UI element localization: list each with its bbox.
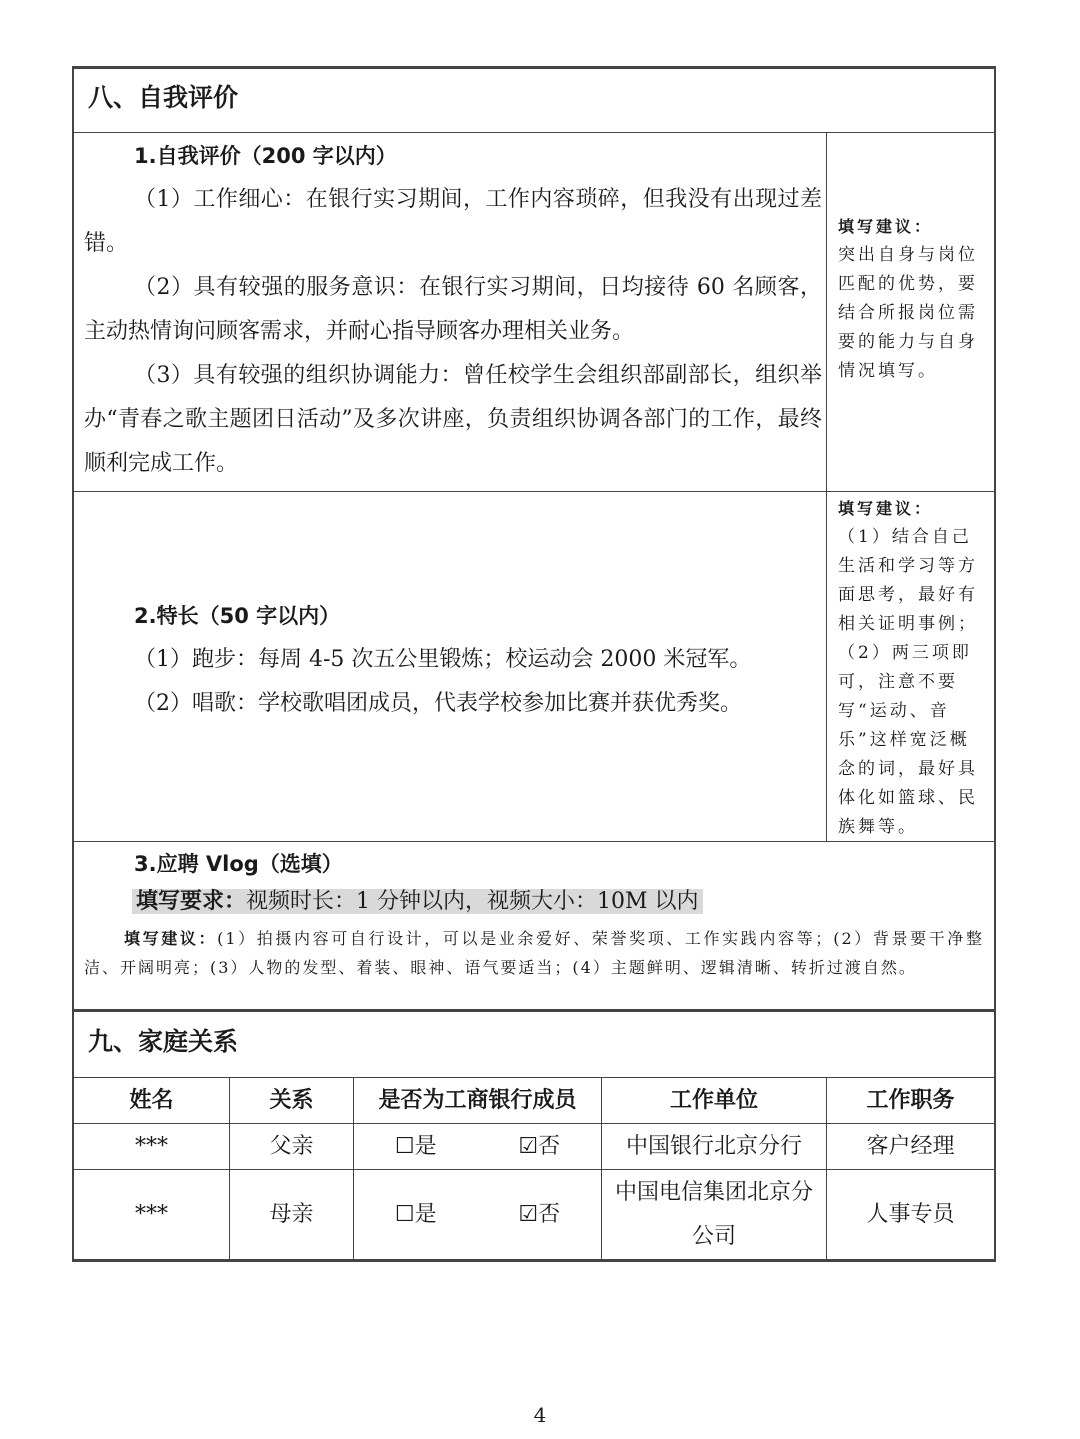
tip-label: 填写建议： xyxy=(124,929,218,948)
specialty-heading: 2.特长（50 字以内） xyxy=(134,604,341,628)
table-top-border xyxy=(72,66,996,69)
vlog-heading: 3.应聘 Vlog（选填） xyxy=(134,852,343,876)
row2-icbc-member xyxy=(354,1170,601,1259)
self-eval-content xyxy=(84,134,822,486)
specialty-item-1: （1）跑步：每周 4-5 次五公里锻炼；校运动会 2000 米冠军。 xyxy=(134,647,752,672)
row-divider xyxy=(72,491,996,492)
specialty-tip xyxy=(838,494,988,842)
tip-label: 填写建议： xyxy=(838,499,934,518)
row1-position: 客户经理 xyxy=(866,1133,955,1159)
table-right-border xyxy=(994,66,996,1262)
section-title-family: 九、家庭关系 xyxy=(88,1027,239,1056)
checkbox-yes[interactable]: ☐是 xyxy=(394,1201,437,1227)
tip-text: 突出自身与岗位匹配的优势，要结合所报岗位需要的能力与自身情况填写。 xyxy=(838,245,978,381)
self-eval-heading: 1.自我评价（200 字以内） xyxy=(134,144,397,168)
header-name: 姓名 xyxy=(129,1087,174,1113)
tip-text: (1）拍摄内容可自行设计，可以是业余爱好、荣誉奖项、工作实践内容等；(2）背景要干净整洁、开阔明亮；(3）人物的发型、着装、眼神、语气要适当；(4）主题鲜明、逻辑清晰、转折过渡自然。 xyxy=(84,929,984,977)
vlog-tip xyxy=(84,924,984,982)
self-eval-para-2: （2）具有较强的服务意识：在银行实习期间，日均接待 60 名顾客，主动热情询问顾客需求，并耐心指导顾客办理相关业务。 xyxy=(84,275,822,344)
row1-name: *** xyxy=(135,1133,168,1159)
row2-relation: 母亲 xyxy=(269,1201,314,1227)
header-employer: 工作单位 xyxy=(669,1087,758,1113)
checkbox-no[interactable]: ☑否 xyxy=(518,1201,561,1227)
row1-relation: 父亲 xyxy=(269,1133,314,1159)
vlog-requirement xyxy=(84,884,984,920)
row1-icbc-member xyxy=(354,1124,601,1169)
specialty-item-2: （2）唱歌：学校歌唱团成员，代表学校参加比赛并获优秀奖。 xyxy=(134,691,742,716)
row-divider xyxy=(72,132,996,133)
table-bottom-border xyxy=(72,1259,996,1262)
section-title-self-evaluation: 八、自我评价 xyxy=(88,83,239,112)
specialty-content xyxy=(84,594,822,726)
row2-position: 人事专员 xyxy=(866,1201,955,1227)
self-eval-para-3: （3）具有较强的组织协调能力：曾任校学生会组织部副部长，组织举办“青春之歌主题团日活动”及多次讲座，负责组织协调各部门的工作，最终顺利完成工作。 xyxy=(84,363,822,476)
tip-text: （1）结合自己生活和学习等方面思考，最好有相关证明事例；（2）两三项即可，注意不要写“运动、音乐”这样宽泛概念的词，最好具体化如篮球、民族舞等。 xyxy=(838,527,978,837)
checkbox-yes[interactable]: ☐是 xyxy=(394,1133,437,1159)
page-number: 4 xyxy=(533,1403,547,1427)
header-icbc-member: 是否为工商银行成员 xyxy=(378,1087,577,1113)
self-eval-tip xyxy=(838,212,988,386)
header-relation: 关系 xyxy=(269,1087,314,1113)
header-position: 工作职务 xyxy=(866,1087,955,1113)
row2-name: *** xyxy=(135,1201,168,1227)
section-divider xyxy=(72,1009,996,1012)
vlog-requirement-highlight xyxy=(132,889,703,914)
row1-employer: 中国银行北京分行 xyxy=(625,1133,802,1159)
requirement-label: 填写要求： xyxy=(136,889,247,914)
tip-column-divider xyxy=(826,132,827,842)
checkbox-no[interactable]: ☑否 xyxy=(518,1133,561,1159)
tip-label: 填写建议： xyxy=(838,217,934,236)
vlog-content xyxy=(84,842,984,982)
requirement-text: 视频时长：1 分钟以内，视频大小：10M 以内 xyxy=(246,889,699,914)
row2-employer: 中国电信集团北京分公司 xyxy=(614,1179,813,1249)
self-eval-para-1: （1）工作细心：在银行实习期间，工作内容琐碎，但我没有出现过差错。 xyxy=(84,187,822,256)
